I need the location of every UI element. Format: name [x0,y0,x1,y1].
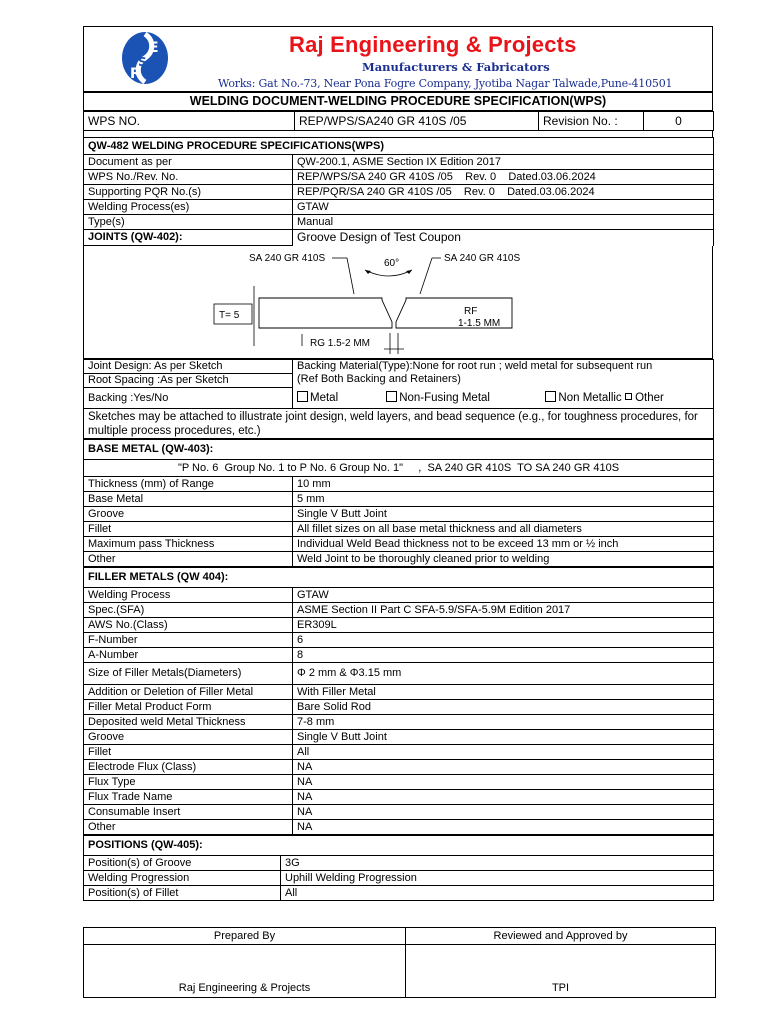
row-value: REP/PQR/SA 240 GR 410S /05 Rev. 0 Dated.03.06.2024 [293,185,714,200]
table-row [84,820,714,835]
p-number-line: "P No. 6 Group No. 1 to P No. 6 Group No. 1" , SA 240 GR 410S TO SA 240 GR 410S [84,460,714,477]
reviewed-by-name: TPI [406,945,716,998]
row-label: Thickness (mm) of Range [84,477,293,492]
groove-sketch [83,246,713,359]
root-face-value: 1-1.5 MM [458,318,501,329]
row-value: Manual [293,215,714,230]
row-value: GTAW [293,588,714,603]
row-value: ER309L [293,618,714,633]
row-label: Document as per [84,155,293,170]
row-value: ASME Section II Part C SFA-5.9/SFA-5.9M Edition 2017 [293,603,714,618]
backing-material-line-2: (Ref Both Backing and Retainers) [297,373,461,385]
signature-table [83,927,716,998]
row-label: Welding Process [84,588,293,603]
table-row [84,715,714,730]
backing-material-line-1: Backing Material(Type):None for root run ; weld metal for subsequent run [297,360,653,372]
row-value: Uphill Welding Progression [281,871,714,886]
row-value: Φ 2 mm & Φ3.15 mm [293,663,714,685]
row-label: Fillet [84,745,293,760]
table-row [84,477,714,492]
option-non-metallic: Non Metallic [558,391,622,404]
table-row [84,856,714,871]
row-label: Supporting PQR No.(s) [84,185,293,200]
table-row [84,215,714,230]
joints-description: Groove Design of Test Coupon [293,230,714,246]
row-value: 5 mm [293,492,714,507]
qw482-heading: QW-482 WELDING PROCEDURE SPECIFICATIONS(WPS) [84,138,714,155]
row-label: Welding Progression [84,871,281,886]
thickness-label: T= 5 [219,310,240,321]
wps-no-label: WPS NO. [84,112,295,131]
row-value: All fillet sizes on all base metal thickness and all diameters [293,522,714,537]
table-row [84,730,714,745]
row-label: Position(s) of Groove [84,856,281,871]
company-tagline: Manufacturers & Fabricators [362,60,550,74]
root-face-label: RF [464,306,478,317]
root-spacing: Root Spacing :As per Sketch [84,374,293,388]
logo-letter-s: S [138,55,147,69]
table-row [84,155,714,170]
wps-no-value: REP/WPS/SA240 GR 410S /05 [295,112,539,131]
logo-letter-e: E [149,40,159,56]
table-row [84,200,714,215]
row-value: Single V Butt Joint [293,507,714,522]
prepared-by-label: Prepared By [84,928,406,945]
table-row [84,745,714,760]
row-value: 10 mm [293,477,714,492]
joints-heading: JOINTS (QW-402): [84,230,293,246]
left-material-label: SA 240 GR 410S [249,253,326,264]
company-logo [120,30,170,86]
checkbox-icon [545,391,556,402]
wps-number-table [83,111,714,131]
row-label: Other [84,552,293,567]
joint-design: Joint Design: As per Sketch [84,360,293,374]
backing-yes-no: Backing :Yes/No [84,388,293,409]
row-value: 8 [293,648,714,663]
option-other: Other [635,391,664,404]
table-row [84,790,714,805]
row-value: NA [293,790,714,805]
row-value: REP/WPS/SA 240 GR 410S /05 Rev. 0 Dated.03.06.2024 [293,170,714,185]
table-row [84,886,714,901]
row-value: 6 [293,633,714,648]
row-label: Spec.(SFA) [84,603,293,618]
table-row [84,871,714,886]
row-label: F-Number [84,633,293,648]
row-value: GTAW [293,200,714,215]
works-address: Works: Gat No.-73, Near Pona Fogre Company, Jyotiba Nagar Talwade,Pune-410501 [218,77,673,90]
row-value: Weld Joint to be thoroughly cleaned prior to welding [293,552,714,567]
groove-diagram [219,246,544,358]
table-row [84,700,714,715]
row-value: NA [293,805,714,820]
right-material-label: SA 240 GR 410S [444,253,521,264]
sketch-note: Sketches may be attached to illustrate joint design, weld layers, and bead sequence (e.g., for toughness procedures, for multiple process procedures, etc.) [84,409,714,439]
row-label: Addition or Deletion of Filler Metal [84,685,293,700]
row-value: 7-8 mm [293,715,714,730]
row-label: Groove [84,730,293,745]
table-row [84,507,714,522]
row-label: AWS No.(Class) [84,618,293,633]
row-value: With Filler Metal [293,685,714,700]
row-value: 3G [281,856,714,871]
row-label: Position(s) of Fillet [84,886,281,901]
row-label: WPS No./Rev. No. [84,170,293,185]
row-label: Type(s) [84,215,293,230]
company-name: Raj Engineering & Projects [289,32,577,57]
row-label: Consumable Insert [84,805,293,820]
row-label: Filler Metal Product Form [84,700,293,715]
company-header [83,26,713,92]
table-row [84,522,714,537]
table-row [84,552,714,567]
groove-angle-label: 60° [384,258,400,269]
logo-letter-r: R [130,66,141,82]
table-row [84,618,714,633]
revision-value: 0 [644,112,714,131]
table-row [84,170,714,185]
table-row [84,685,714,700]
checkbox-icon [625,393,632,400]
row-label: Fillet [84,522,293,537]
row-value: NA [293,820,714,835]
option-metal: Metal [310,391,339,404]
root-gap-label: RG 1.5-2 MM [310,338,371,349]
table-row [84,185,714,200]
checkbox-icon [386,391,397,402]
row-label: Other [84,820,293,835]
table-row [84,492,714,507]
row-value: Bare Solid Rod [293,700,714,715]
row-label: Electrode Flux (Class) [84,760,293,775]
document-title: WELDING DOCUMENT-WELDING PROCEDURE SPECIFICATION(WPS) [84,93,713,111]
reviewed-by-label: Reviewed and Approved by [406,928,716,945]
positions-table [83,835,714,901]
row-label: Flux Type [84,775,293,790]
table-row [84,760,714,775]
row-label: Welding Process(es) [84,200,293,215]
filler-metals-heading: FILLER METALS (QW 404): [84,568,714,588]
row-label: Size of Filler Metals(Diameters) [84,663,293,685]
row-value: All [293,745,714,760]
table-row [84,663,714,685]
row-label: Base Metal [84,492,293,507]
table-row [84,633,714,648]
row-value: NA [293,760,714,775]
base-metal-table [83,439,714,567]
row-label: Groove [84,507,293,522]
row-value: QW-200.1, ASME Section IX Edition 2017 [293,155,714,170]
row-label: Deposited weld Metal Thickness [84,715,293,730]
table-row [84,588,714,603]
revision-label: Revision No. : [539,112,644,131]
row-label: A-Number [84,648,293,663]
checkbox-icon [297,391,308,402]
qw482-table [83,137,714,246]
option-non-fusing-metal: Non-Fusing Metal [399,391,490,404]
row-value: NA [293,775,714,790]
row-value: Single V Butt Joint [293,730,714,745]
joint-details-table [83,359,714,439]
positions-heading: POSITIONS (QW-405): [84,836,714,856]
row-value: All [281,886,714,901]
table-row [84,775,714,790]
title-table [83,92,713,111]
table-row [84,603,714,618]
row-value: Individual Weld Bead thickness not to be exceed 13 mm or ½ inch [293,537,714,552]
filler-metals-table [83,567,714,835]
base-metal-heading: BASE METAL (QW-403): [84,440,714,460]
row-label: Maximum pass Thickness [84,537,293,552]
table-row [84,648,714,663]
row-label: Flux Trade Name [84,790,293,805]
table-row [84,805,714,820]
wps-document [83,26,713,901]
table-row [84,537,714,552]
prepared-by-name: Raj Engineering & Projects [84,945,406,998]
